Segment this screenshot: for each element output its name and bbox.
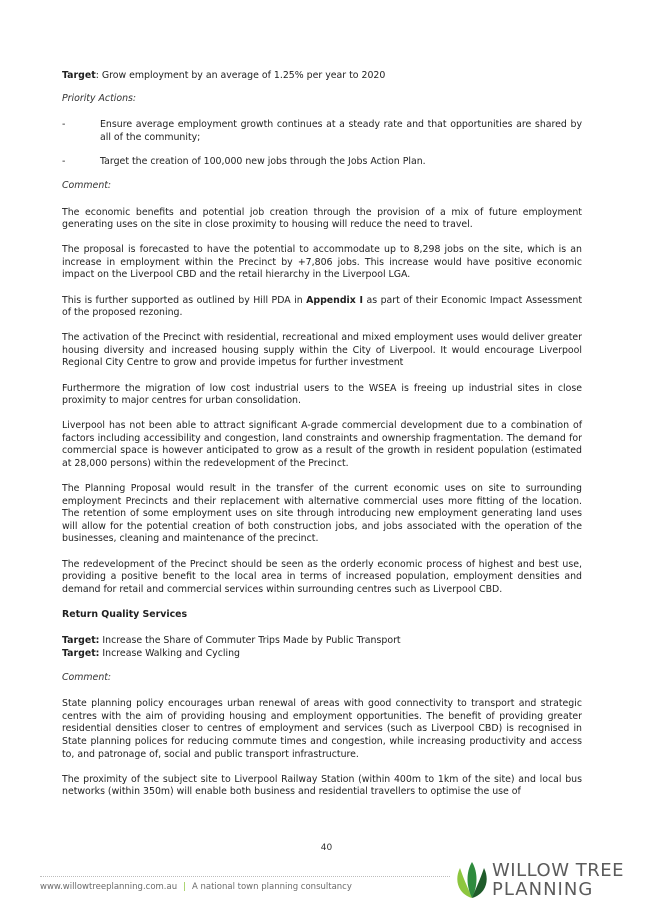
body-paragraph: The activation of the Precinct with residential, recreational and mixed employment uses would deliver greater housing diversity and increased housing supply within the City of Liverpool. It would encourage Liverpool Regional City Centre to grow and provide impetus for further investment [62,332,582,369]
footer-website[interactable]: www.willowtreeplanning.com.au [40,882,178,892]
bullet-dash: - [62,156,66,168]
target-text: Increase Walking and Cycling [99,648,240,659]
footer-divider [40,876,450,877]
target-label: Target: [62,648,100,659]
target-text: Increase the Share of Commuter Trips Made by Public Transport [99,635,401,647]
body-paragraph: State planning policy encourages urban renewal of areas with good connectivity to transport and strategic centres with the aim of providing housing and employment opportunities. The benefit of providing greater residential densities closer to centres of employment and services (such as Liverpool CBD) is recognised in State planning polices for reducing commute times and congestion, while increasing productivity and access to, and patronage of, social and public transport infrastructure. [62,698,582,760]
priority-actions-heading: Priority Actions: [62,92,137,104]
target-line [62,648,582,661]
target-label: Target [62,70,96,81]
company-logo [452,858,624,902]
body-paragraph: The Planning Proposal would result in the transfer of the current economic uses on site to surrounding employment Precincts and their replacement with alternative commercial uses more fitting of the location. The retention of some employment uses on site through introducing new employment generating land uses will allow for the potential creation of both construction jobs, and jobs associated with the operation of the businesses, cleaning and maintenance of the precinct. [62,483,582,545]
willow-tree-leaf-icon [452,860,492,900]
bullet-item [62,119,582,144]
appendix-paragraph [62,295,582,320]
body-paragraph: The proposal is forecasted to have the potential to accommodate up to 8,298 jobs on the site, which is an increase in employment within the Precinct by +7,806 jobs. This increase would have positive economic impact on the Liverpool CBD and the retail hierarchy in the Liverpool LGA. [62,244,582,281]
body-paragraph: Furthermore the migration of low cost industrial users to the WSEA is freeing up industrial sites in close proximity to major centres for urban consolidation. [62,382,582,407]
bullet-item [62,156,582,169]
section-heading [62,609,582,622]
body-paragraph: The redevelopment of the Precinct should be seen as the orderly economic process of highest and best use, providing a positive benefit to the local area in terms of increased population, employment densities and demand for retail and commercial services within surrounding centres such as Liverpool CBD. [62,558,582,595]
footer-tagline: A national town planning consultancy [191,882,352,892]
body-paragraph: The proximity of the subject site to Liverpool Railway Station (within 400m to 1km of the site) and local bus networks (within 350m) will enable both business and residential travellers to optimise the use of [62,773,582,798]
target-employment [62,70,582,83]
logo-line-2: PLANNING [492,879,594,900]
page-number: 40 [320,843,333,853]
body-paragraph: Liverpool has not been able to attract significant A-grade commercial development due to a combination of factors including accessibility and congestion, land constraints and ownership fragmentation. The demand for commercial space is however anticipated to grow as a result of the growth in resident population (estimated at 28,000 persons) within the redevelopment of the Precinct. [62,420,582,469]
target-line [62,635,582,648]
bullet-text: Ensure average employment growth continues at a steady rate and that opportunities are shared by all of the community; [100,119,582,143]
section-heading-text: Return Quality Services [62,608,188,620]
page-content [62,70,582,799]
bullet-text: Target the creation of 100,000 new jobs through the Jobs Action Plan. [100,156,426,168]
footer [40,882,352,892]
bullet-dash: - [62,119,66,131]
comment-heading: Comment: [62,179,112,191]
body-paragraph: The economic benefits and potential job creation through the provision of a mix of future employment generating uses on the site in close proximity to housing will reduce the need to travel. [62,206,582,231]
appendix-text-after: as part of their Economic Impact Assessment of the proposed rezoning. [62,294,583,319]
target-text: : Grow employment by an average of 1.25% per year to 2020 [95,70,386,81]
appendix-text-before: This is further supported as outlined by Hill PDA in [62,294,307,306]
comment-heading: Comment: [62,671,112,683]
appendix-reference: Appendix I [306,294,364,306]
target-label: Target: [62,635,100,647]
logo-line-1: WILLOW TREE [492,860,624,881]
footer-separator: | [183,882,186,892]
